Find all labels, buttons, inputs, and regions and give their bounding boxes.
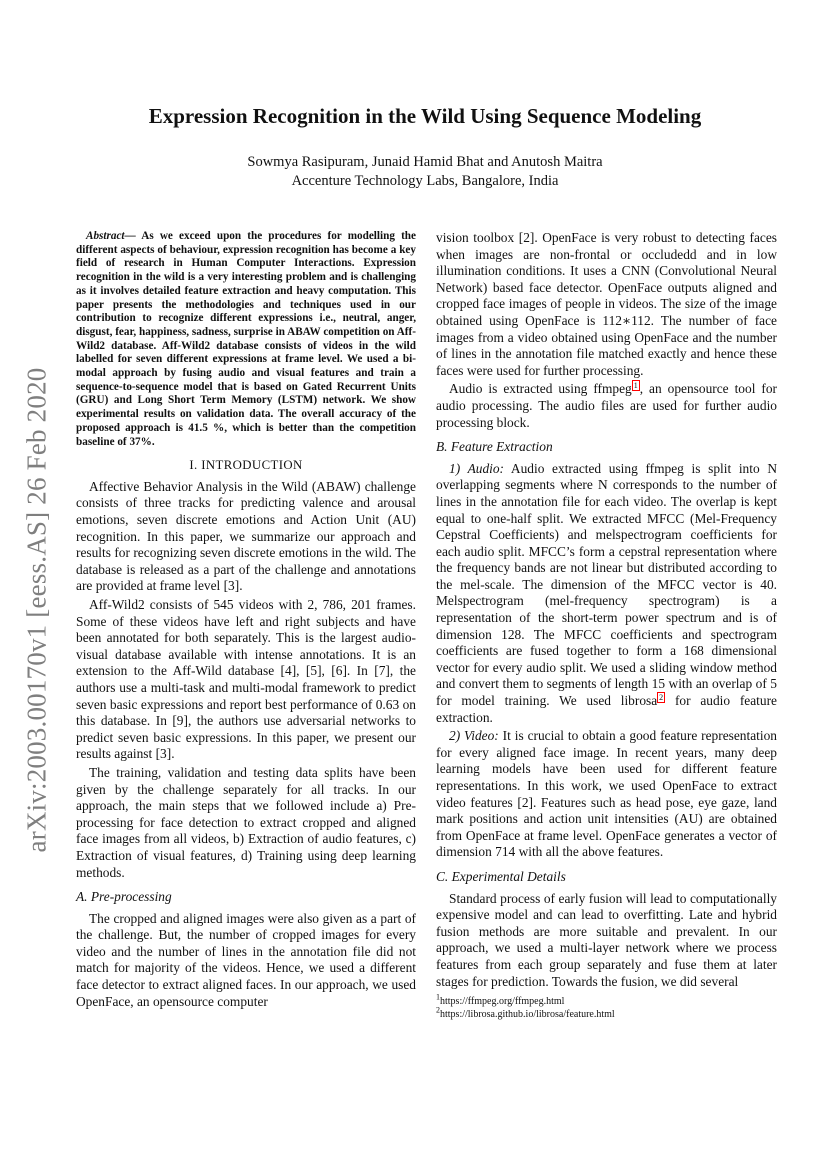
audio-features-text: Audio extracted using ffmpeg is split into N overlapping segments where N corresponds to the number of lines in the annotation file for each video. The overlap is kept equal to one-half split. We extracted MFCC (Mel-Frequency Cepstral Coefficients) and melspectrogram coefficients for each audio split. MFCC’s form a cepstral representation where the frequency bands are not linear but distributed according to the mel-scale. The dimension of the MFCC vector is 40. Melspectrogram (mel-frequency spectrogram) is a representation of the short-term power spectrum and is of dimension 128. The MFCC coefficients and spectrogram coefficients are fused together to form a 168 dimensional vector for every audio split. We used a sliding window method and convert them to segments of length 15 with an overlap of 5 for model training. We used librosa: [436, 460, 777, 709]
right-column: [436, 230, 777, 992]
footnote-link-2[interactable]: 2: [659, 692, 664, 702]
abstract: [76, 230, 416, 449]
footnotes: [436, 992, 777, 1021]
footnote-2-url[interactable]: https://librosa.github.io/librosa/feature.html: [440, 1009, 615, 1020]
footnote-link-1[interactable]: 1: [633, 380, 638, 390]
footnote-1-url[interactable]: https://ffmpeg.org/ffmpeg.html: [440, 996, 565, 1007]
video-features-paragraph: [436, 728, 777, 861]
video-heading: 2) Video:: [449, 728, 499, 744]
preprocessing-paragraph-1-continued: vision toolbox [2]. OpenFace is very robust to detecting faces when images are non-frontal or occludedd and in low illumination conditions. It uses a CNN (Convolutional Neural Network) based face detector. OpenFace outputs aligned and cropped face images of people in videos. The size of the image obtained using OpenFace is 112∗112. The number of face images from a video obtained using OpenFace and the number of lines in the annotation file matched exactly and hence these faces were used for further processing.: [436, 230, 777, 378]
abstract-label: Abstract: [86, 230, 125, 242]
experimental-paragraph-1: Standard process of early fusion will lead to computationally expensive model and can lead to overfitting. Late and hybrid fusion methods are more suitable and prevalent. In our approach, we used a multi-layer network where we process features from each group separately and fuse them at later stages for prediction. Towards the fusion, we did several: [436, 890, 777, 989]
left-column: [76, 230, 416, 1012]
subsection-heading-experimental: C. Experimental Details: [436, 868, 566, 884]
arxiv-sidebar: [14, 345, 60, 875]
footnote-2-mark: 2: [436, 1005, 440, 1015]
subsection-heading-preprocessing: A. Pre-processing: [76, 889, 172, 905]
author-affiliation: Accenture Technology Labs, Bangalore, India: [291, 173, 559, 189]
audio-extraction-text: Audio is extracted using ffmpeg: [449, 381, 632, 397]
author-names: Sowmya Rasipuram, Junaid Hamid Bhat and Anutosh Maitra: [247, 154, 603, 170]
footnote-2: [436, 1005, 777, 1021]
audio-features-text-end: for audio feature extraction.: [436, 693, 777, 725]
author-block: [60, 153, 790, 191]
subsection-heading-feature-extraction: B. Feature Extraction: [436, 439, 553, 455]
section-heading-introduction: I. INTRODUCTION: [189, 458, 303, 473]
preprocessing-paragraph-1: The cropped and aligned images were also given as a part of the challenge. But, the number of cropped images for every video and the number of lines in the annotation file did not match for majority of the videos. Hence, we used a different face detector to extract aligned faces. In our approach, we used OpenFace, an opensource computer: [76, 910, 416, 1009]
intro-paragraph-1: Affective Behavior Analysis in the Wild (ABAW) challenge consists of three tracks for predicting valence and arousal emotions, seven discrete emotions and Action Unit (AU) recognition. In this paper, we summarize our approach and results for recognizing seven discrete emotions in the wild. The database is released as a part of the challenge and annotations are provided at frame level [3].: [76, 478, 416, 594]
video-features-text: It is crucial to obtain a good feature representation for every aligned face image. In recent years, many deep learning models have been used for different feature representations. In this work, we used OpenFace to extract video features [2]. Features such as head pose, eye gaze, land mark positions and action unit intensities (AU) are obtained from OpenFace at frame level. OpenFace generates a vector of dimension 714 with all the above features.: [436, 728, 778, 860]
footnote-1-mark: 1: [436, 992, 440, 1002]
audio-extraction-text-end: , an opensource tool for audio processing. The audio files are used for further audio processing block.: [436, 381, 777, 430]
intro-paragraph-2: Aff-Wild2 consists of 545 videos with 2, 786, 201 frames. Some of these videos have left and right subjects and have been annotated for both separately. This is the largest audio-visual database available with intense annotations. It is an extension to the Aff-Wild database [4], [5], [6]. In [7], the authors use a multi-task and multi-modal framework to predict seven basic expressions and report best performance of 0.63 on this database. In [9], the authors use adversarial networks to predict seven basic expressions. In this paper, we present our results against [3].: [76, 597, 416, 762]
intro-paragraph-3: The training, validation and testing data splits have been given by the challenge separately for all tracks. In our approach, the main steps that we followed include a) Pre-processing for face detection to extract cropped and aligned face images from all videos, b) Extraction of audio features, c) Extraction of visual features, d) Training using deep learning methods.: [76, 764, 416, 880]
footnote-1: [436, 992, 777, 1008]
audio-features-paragraph: [436, 461, 777, 727]
paper-title: Expression Recognition in the Wild Using Sequence Modeling: [148, 104, 702, 128]
audio-heading: 1) Audio:: [449, 460, 505, 476]
preprocessing-paragraph-2: [436, 381, 777, 431]
abstract-text: — As we exceed upon the procedures for modelling the different aspects of behaviour, expression recognition has become a key field of research in Human Computer Interactions. Expression recognition in the wild is a very interesting problem and is challenging as it involves detailed feature extraction and heavy computation. This paper presents the methodologies and techniques used in our contribution to recognize different expressions i.e., neutral, anger, disgust, fear, happiness, sadness, surprise in ABAW competition on Aff-Wild2 database. Aff-Wild2 database consists of videos in the wild labelled for seven different expressions at frame level. We used a bi-modal approach by fusing audio and visual features and train a sequence-to-sequence model that is based on Gated Recurrent Units (GRU) and Long Short Term Memory (LSTM) network. We show experimental results on validation data. The overall accuracy of the proposed approach is 41.5 %, which is better than the competition baseline of 37%.: [76, 230, 416, 448]
arxiv-identifier: arXiv:2003.00170v1 [eess.AS] 26 Feb 2020: [21, 367, 52, 853]
